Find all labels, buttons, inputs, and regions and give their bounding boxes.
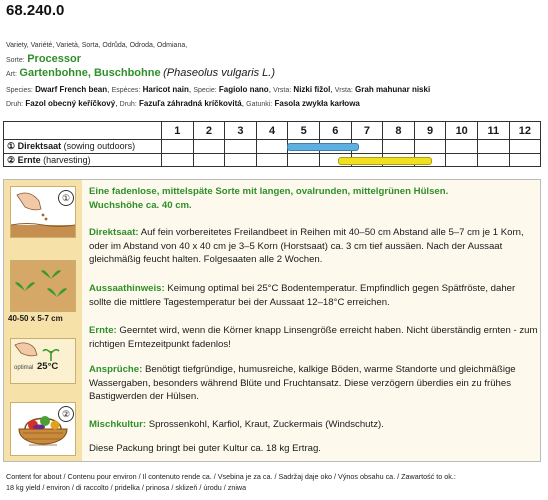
yield-paragraph: Diese Packung bringt bei guter Kultur ca. 18 kg Ertrag. (89, 443, 321, 454)
month-number: 4 (269, 125, 276, 137)
month-column (256, 122, 288, 166)
sowing-calendar (3, 121, 541, 167)
latin-name: (Phaseolus vulgaris L.) (163, 67, 275, 79)
species-item: Vrsta: Nizki fižol, (273, 85, 333, 94)
month-column (477, 122, 509, 166)
month-column (445, 122, 477, 166)
art-label: Art: (6, 71, 17, 78)
month-number: 2 (205, 125, 212, 137)
info-box (3, 179, 541, 462)
product-code: 68.240.0 (6, 2, 65, 19)
calendar-row-harvest: ② Ernte (harvesting) (7, 155, 91, 165)
month-column (224, 122, 256, 166)
month-number: 7 (363, 125, 370, 137)
month-number: 9 (427, 125, 434, 137)
sowing-period-bar (287, 143, 359, 151)
species-item: Specie: Fagiolo nano, (193, 85, 271, 94)
month-number: 5 (300, 125, 307, 137)
month-number: 1 (174, 125, 181, 137)
seedlings-icon (11, 261, 75, 311)
month-number: 8 (395, 125, 402, 137)
sorte-label: Sorte: (6, 57, 25, 64)
footer-yield-line: 18 kg yield / environ / di raccolto / pridelka / prinosa / sklizeň / úrodu / zniwa (6, 483, 247, 492)
illustration-sidebar (4, 180, 82, 461)
month-column (193, 122, 225, 166)
ansprueche-paragraph: Ansprüche: Benötigt tiefgründige, humusreiche, kalkige Böden, warme Standorte und gleichmäßige Wassergaben, besonders während Blüte und Fruchtansatz. Diese verzögern überdies ein zu frühes Bastigwerden der Hülsen. (89, 364, 516, 402)
mischkultur-paragraph: Mischkultur: Sprossenkohl, Karfiol, Kraut, Zuckermais (Windschutz). (89, 419, 384, 430)
footer-content-line: Content for about / Contenu pour environ / Il contenuto rende ca. / Vsebina je za ca. / Sadržaj daje oko / Výnos obsahu ca. / Zawartość to ok.: (6, 472, 456, 481)
month-number: 12 (518, 125, 532, 137)
ernte-paragraph: Ernte: Geerntet wird, wenn die Körner knapp Linsengröße erreicht haben. Nicht überständig ernten - zum richtigen Erntezeitpunkt fadenlos! (89, 325, 538, 350)
optimal-temperature: 25°C (37, 361, 59, 372)
month-column (509, 122, 541, 166)
step-two-badge: ② (58, 406, 74, 422)
species-main-row (6, 67, 275, 79)
month-number: 6 (332, 125, 339, 137)
intro-paragraph: Eine fadenlose, mittelspäte Sorte mit langen, ovalrunden, mittelgrünen Hülsen. Wuchshöhe ca. 40 cm. (89, 186, 449, 211)
druh-item: Druh: Fazol obecný keříčkový, (6, 99, 118, 108)
variety-label-line: Variety, Variété, Varietà, Sorta, Odrůda, Odroda, Odmiana, (6, 42, 188, 49)
optimal-label: optimal (14, 365, 34, 371)
species-translations-row (6, 85, 430, 94)
variety-name: Processor (27, 53, 82, 65)
species-item: Vrsta: Grah mahunar niski (334, 85, 431, 94)
step-two-symbol: ② (7, 155, 16, 165)
spacing-illustration (10, 260, 76, 312)
species-item: Species: Dwarf French bean, (6, 85, 110, 94)
spacing-label: 40-50 x 5-7 cm (8, 314, 63, 323)
calendar-row-sowing: ① Direktsaat (sowing outdoors) (7, 141, 136, 151)
aussaat-paragraph: Aussaathinweis: Keimung optimal bei 25°C Bodentemperatur. Empfindlich gegen Spätfröste, daher sollte die mittlere Tagestemperatur bei der Aussaat 12–18°C erreichen. (89, 283, 516, 308)
direktsaat-paragraph: Direktsaat: Auf fein vorbereitetes Freilandbeet in Reihen mit 40–50 cm Abstand alle 5–7 cm je 1 Korn, oder im Abstand von 40 x 40 cm je 3–5 Korn (Horstsaat) ca. 3 cm tief aussäen. Nach der Aussaat gleichmäßig feucht halten. Folgesaaten alle 2 Wochen. (89, 227, 524, 265)
species-item: Espèces: Haricot nain, (111, 85, 192, 94)
species-name: Gartenbohne, Buschbohne (19, 67, 161, 79)
month-number: 3 (237, 125, 244, 137)
druh-item: Gatunki: Fasola zwykła karłowa (246, 99, 360, 108)
step-one-symbol: ① (7, 141, 16, 151)
month-column (161, 122, 193, 166)
harvest-period-bar (338, 157, 432, 165)
step-one-badge: ① (58, 190, 74, 206)
month-number: 11 (487, 125, 500, 137)
druh-translations-row (6, 99, 360, 108)
month-number: 10 (455, 125, 468, 137)
variety-row (6, 53, 81, 65)
druh-item: Druh: Fazuľa záhradná kríčkovitá, (119, 99, 244, 108)
temperature-illustration (10, 338, 76, 384)
